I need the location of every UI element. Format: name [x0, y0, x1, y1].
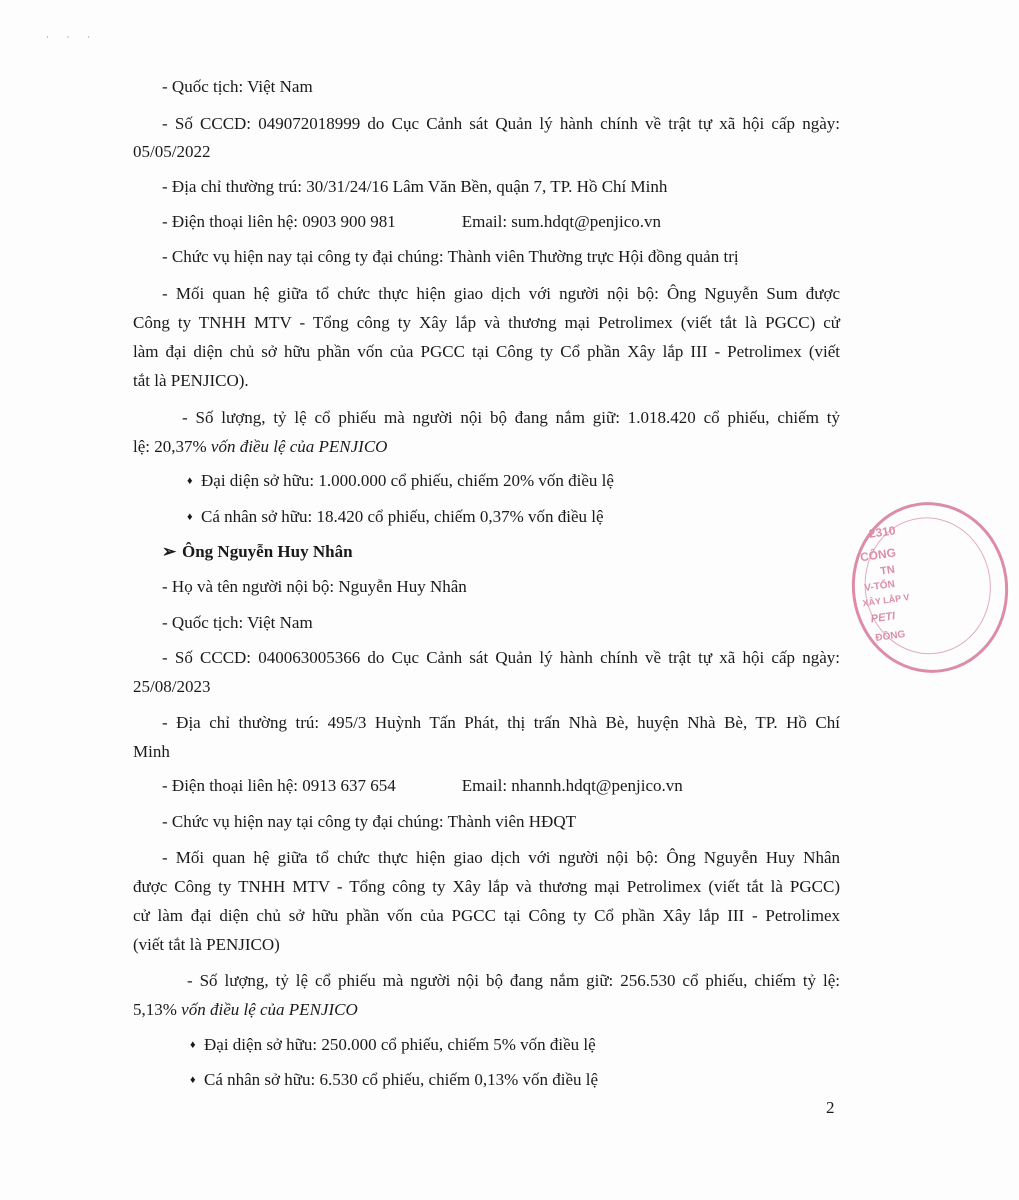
section-heading-text: Ông Nguyễn Huy Nhân — [182, 542, 353, 561]
address-line: - Địa chỉ thường trú: 30/31/24/16 Lâm Văn Bền, quận 7, TP. Hồ Chí Minh — [162, 177, 668, 196]
nationality-line: - Quốc tịch: Việt Nam — [162, 77, 313, 96]
bullet-text: Cá nhân sở hữu: 6.530 cổ phiếu, chiếm 0,13% vốn điều lệ — [204, 1070, 599, 1089]
id-card-date: 05/05/2022 — [133, 142, 211, 161]
seal-text: XÂY LẮP V — [861, 592, 911, 609]
bullet-item — [187, 471, 894, 491]
position-line: - Chức vụ hiện nay tại công ty đại chúng: Thành viên Thường trực Hội đồng quản trị — [162, 247, 739, 266]
shares-line-2 — [133, 437, 840, 457]
email-text: Email: sum.hdqt@penjico.vn — [461, 212, 662, 231]
bullet-item — [190, 1070, 897, 1090]
shares-line-1: - Số lượng, tỷ lệ cổ phiếu mà người nội bộ đang nắm giữ: 256.530 cổ phiếu, chiếm tỷ lệ: — [187, 971, 840, 990]
address-line: - Địa chỉ thường trú: 495/3 Huỳnh Tấn Phát, thị trấn Nhà Bè, huyện Nhà Bè, TP. Hồ Chí — [162, 713, 840, 732]
relation-line-1: - Mối quan hệ giữa tổ chức thực hiện giao dịch với người nội bộ: Ông Nguyễn Sum được — [162, 284, 840, 303]
diamond-bullet-icon: ♦ — [187, 511, 193, 523]
id-card-line: - Số CCCD: 049072018999 do Cục Cảnh sát Quản lý hành chính về trật tự xã hội cấp ngày: — [162, 114, 840, 133]
id-card-line: - Số CCCD: 040063005366 do Cục Cảnh sát Quản lý hành chính về trật tự xã hội cấp ngày: — [162, 648, 840, 667]
scan-specks: · · · — [46, 33, 98, 42]
bullet-text: Đại diện sở hữu: 1.000.000 cổ phiếu, chiếm 20% vốn điều lệ — [201, 471, 614, 490]
address-line-2: Minh — [133, 742, 170, 761]
relation-line-2: Công ty TNHH MTV - Tổng công ty Xây lắp và thương mại Petrolimex (viết tắt là PGCC) cử — [133, 313, 840, 332]
phone-text: - Điện thoại liên hệ: 0913 637 654 — [162, 776, 396, 795]
shares-italic: vốn điều lệ của PENJICO — [210, 437, 388, 456]
position-line: - Chức vụ hiện nay tại công ty đại chúng: Thành viên HĐQT — [162, 812, 576, 831]
contact-line — [162, 212, 869, 232]
relation-line-1: - Mối quan hệ giữa tổ chức thực hiện giao dịch với người nội bộ: Ông Nguyễn Huy Nhân — [162, 848, 840, 867]
relation-line-3: cử làm đại diện chủ sở hữu phần vốn của PGCC tại Công ty Cổ phần Xây lắp III - Petrolimex — [133, 906, 840, 925]
id-card-date: 25/08/2023 — [133, 677, 211, 696]
full-name-line: - Họ và tên người nội bộ: Nguyễn Huy Nhân — [162, 577, 467, 596]
email-text: Email: nhannh.hdqt@penjico.vn — [461, 776, 683, 795]
shares-line-2 — [133, 1000, 840, 1020]
seal-text: CÔNG — [859, 545, 897, 565]
relation-line-3: làm đại diện chủ sở hữu phần vốn của PGCC tại Công ty Cổ phần Xây lắp III - Petrolimex (viết — [133, 342, 840, 361]
shares-percent: 5,13% — [133, 1000, 182, 1019]
diamond-bullet-icon: ♦ — [190, 1039, 196, 1051]
relation-line-4: tắt là PENJICO). — [133, 371, 249, 390]
relation-line-4: (viết tắt là PENJICO) — [133, 935, 280, 954]
contact-line — [162, 776, 869, 796]
bullet-text: Cá nhân sở hữu: 18.420 cổ phiếu, chiếm 0,37% vốn điều lệ — [201, 507, 604, 526]
seal-text: 2310 — [867, 523, 897, 541]
phone-text: - Điện thoại liên hệ: 0903 900 981 — [162, 212, 396, 231]
bullet-item — [187, 507, 894, 527]
relation-line-2: được Công ty TNHH MTV - Tổng công ty Xây lắp và thương mại Petrolimex (viết tắt là PGCC) — [133, 877, 840, 896]
page-number: 2 — [826, 1098, 835, 1117]
shares-line-1: - Số lượng, tỷ lệ cổ phiếu mà người nội bộ đang nắm giữ: 1.018.420 cổ phiếu, chiếm tỷ — [182, 408, 840, 427]
diamond-bullet-icon: ♦ — [190, 1074, 196, 1086]
bullet-text: Đại diện sở hữu: 250.000 cổ phiếu, chiếm 5% vốn điều lệ — [204, 1035, 596, 1054]
section-heading — [162, 542, 869, 562]
seal-text: TN — [879, 563, 896, 578]
seal-text: ĐỒNG — [874, 628, 907, 645]
diamond-bullet-icon: ♦ — [187, 475, 193, 487]
arrow-bullet-icon: ➢ — [162, 542, 177, 561]
bullet-item — [190, 1035, 897, 1055]
seal-text: V-TỔN — [863, 578, 896, 595]
nationality-line: - Quốc tịch: Việt Nam — [162, 613, 313, 632]
seal-text: PETI — [870, 610, 896, 626]
shares-italic: vốn điều lệ của PENJICO — [181, 1000, 358, 1019]
shares-percent: lệ: 20,37% — [133, 437, 211, 456]
